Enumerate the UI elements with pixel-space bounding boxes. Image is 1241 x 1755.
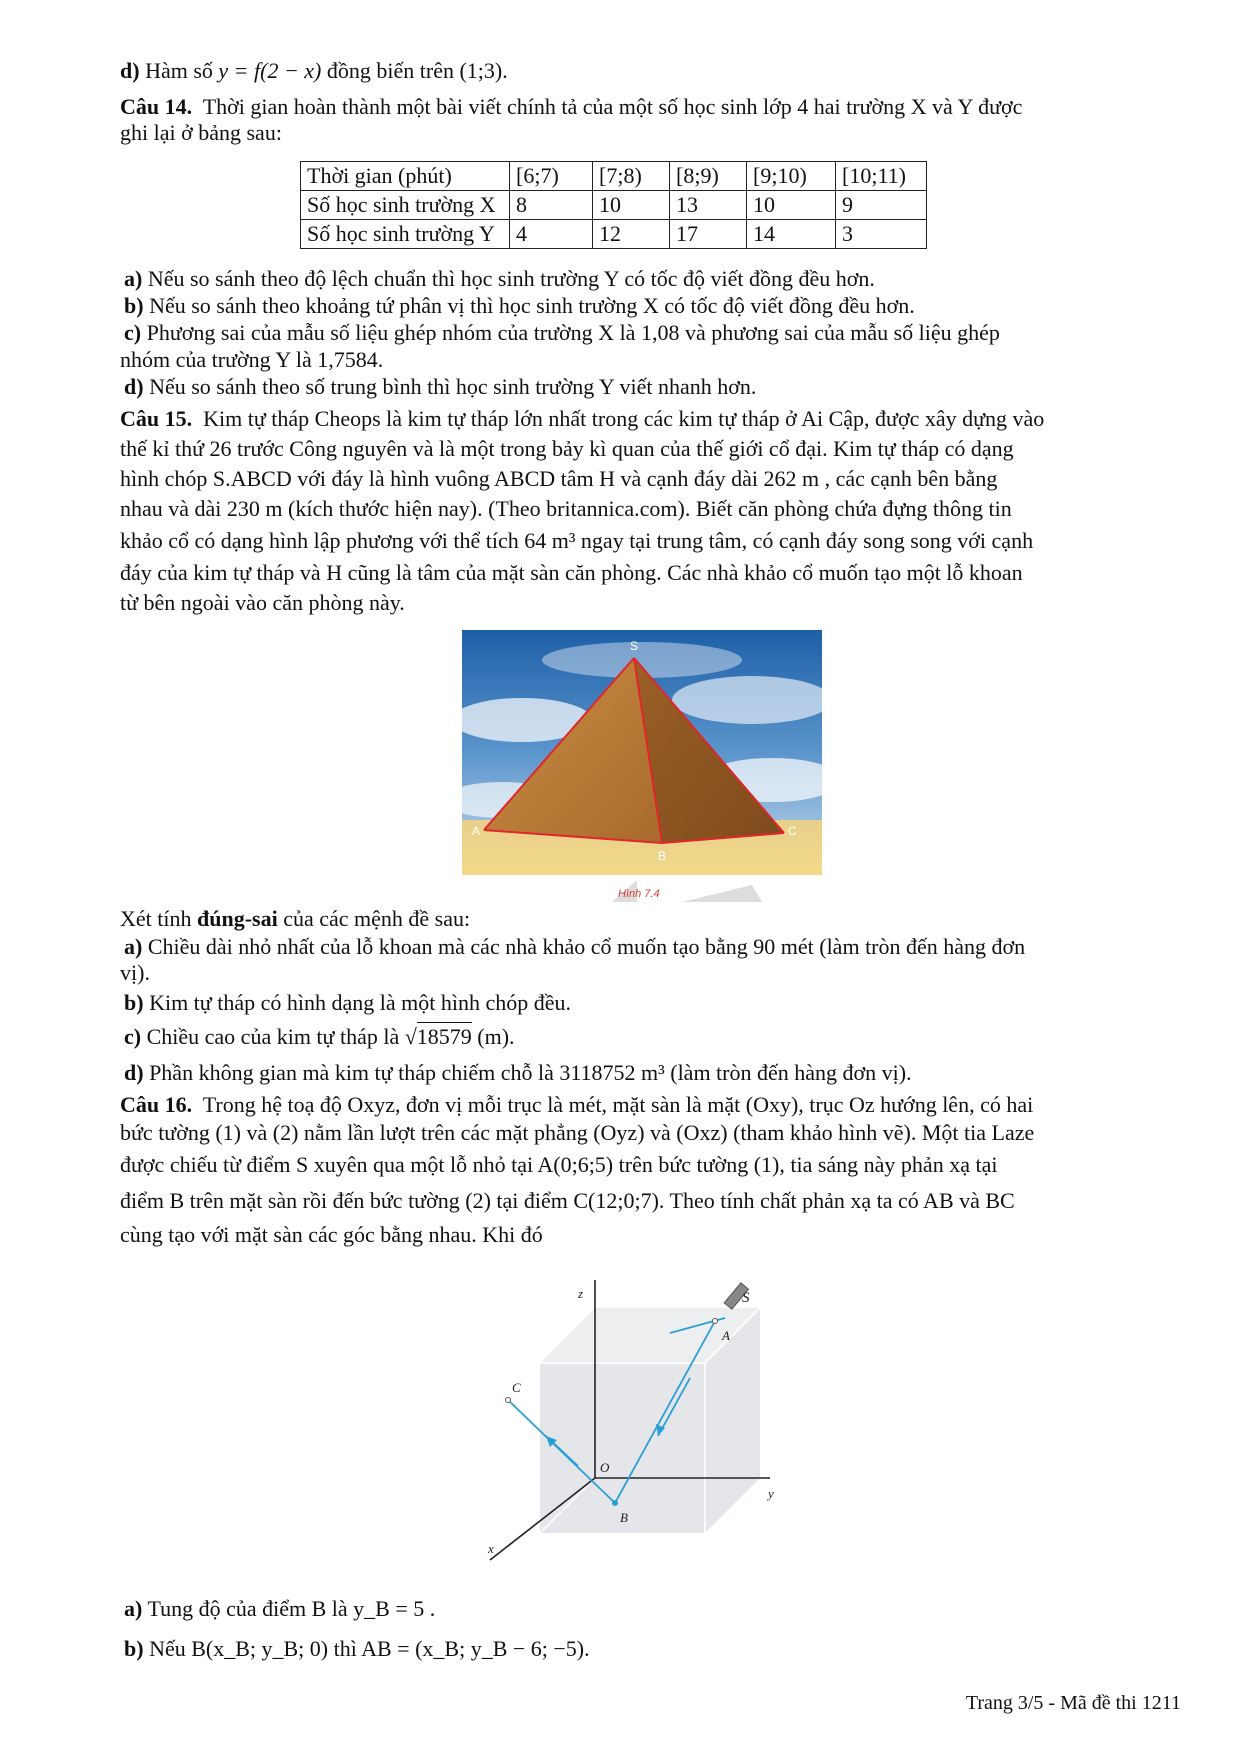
prompt-text: của các mệnh đề sau: (277, 906, 471, 931)
option-text: Phần không gian mà kim tự tháp chiếm chỗ là 3118752 m³ (làm tròn đến hàng đơn vị). (149, 1060, 912, 1085)
point-label-s: S (742, 1290, 750, 1306)
option-text: Nếu so sánh theo số trung bình thì học sinh trường Y viết nhanh hơn. (149, 374, 757, 399)
table-cell: Số học sinh trường Y (301, 220, 510, 249)
table-header-cell: [7;8) (593, 162, 670, 191)
prompt-bold: đúng-sai (197, 906, 278, 931)
q14-option-b: b) Nếu so sánh theo khoảng tứ phân vị thì học sinh trường X có tốc độ viết đồng đều hơn. (124, 293, 915, 318)
option-text: Kim tự tháp có hình dạng là một hình chóp đều. (149, 990, 571, 1015)
q16-option-b: b) Nếu B(x_B; y_B; 0) thì AB = (x_B; y_B − 6; −5). (124, 1636, 590, 1661)
point-label-c: C (788, 824, 797, 838)
table-header-row (301, 162, 927, 191)
q15-option-b: b) Kim tự tháp có hình dạng là một hình chóp đều. (124, 990, 571, 1015)
q14-stem-2: ghi lại ở bảng sau: (120, 120, 282, 145)
table-header-cell: Thời gian (phút) (301, 162, 510, 191)
point-label-c: C (512, 1380, 521, 1395)
table-header-cell: [8;9) (670, 162, 747, 191)
q16-p1 (120, 1092, 1033, 1118)
q16-p4: điểm B trên mặt sàn rồi đến bức tường (2) tại điểm C(12;0;7). Theo tính chất phản xạ ta có AB và BC (120, 1188, 1015, 1213)
q15-option-a-cont: vị). (120, 960, 150, 985)
point-label-b: B (620, 1510, 628, 1525)
table-row (301, 191, 927, 220)
q14-option-c: c) Phương sai của mẫu số liệu ghép nhóm của trường X là 1,08 và phương sai của mẫu số liệu ghép (124, 320, 1000, 345)
table-cell: 12 (593, 220, 670, 249)
axis-label-z: z (578, 1286, 584, 1301)
q14-stem-text: Thời gian hoàn thành một bài viết chính tả của một số học sinh lớp 4 hai trường X và Y được (202, 94, 1023, 119)
q15-option-d: d) Phần không gian mà kim tự tháp chiếm chỗ là 3118752 m³ (làm tròn đến hàng đơn vị). (124, 1060, 912, 1085)
q15-p5: khảo cổ có dạng hình lập phương với thể tích 64 m³ ngay tại trung tâm, có cạnh đáy song song với cạnh (120, 528, 1034, 553)
point-label-s: S (630, 639, 639, 653)
option-label: d) (120, 58, 140, 83)
table-cell: 3 (836, 220, 927, 249)
axis-label-x: x (488, 1541, 494, 1556)
q15-p4: nhau và dài 230 m (kích thước hiện nay). (Theo britannica.com). Biết căn phòng chứa đựng thông tin (120, 496, 1012, 521)
q16-option-a: a) Tung độ của điểm B là y_B = 5 . (124, 1596, 436, 1621)
option-text: Nếu so sánh theo độ lệch chuẩn thì học sinh trường Y có tốc độ viết đồng đều hơn. (147, 266, 875, 291)
point-label-b: B (658, 849, 667, 863)
q15-p3: hình chóp S.ABCD với đáy là hình vuông ABCD tâm H và cạnh đáy dài 262 m , các cạnh bên bằng (120, 466, 998, 491)
option-text: Tung độ của điểm B là y_B = 5 . (147, 1596, 436, 1621)
option-text: Phương sai của mẫu số liệu ghép nhóm của trường X là 1,08 và phương sai của mẫu số liệu ghép (146, 320, 1000, 345)
figure-caption: Hình 7.4 (618, 888, 660, 900)
q15-p7: từ bên ngoài vào căn phòng này. (120, 590, 405, 615)
option-text: Nếu so sánh theo khoảng tứ phân vị thì học sinh trường X có tốc độ viết đồng đều hơn. (149, 293, 915, 318)
table-row (301, 220, 927, 249)
point-b (612, 1500, 618, 1506)
prompt-text: Xét tính (120, 906, 197, 931)
q14-option-a: a) Nếu so sánh theo độ lệch chuẩn thì học sinh trường Y có tốc độ viết đồng đều hơn. (124, 266, 875, 291)
q13d-formula: y = f(2 − x) (218, 58, 322, 83)
table-cell: 10 (747, 191, 836, 220)
q16-p5: cùng tạo với mặt sàn các góc bằng nhau. Khi đó (120, 1222, 543, 1247)
q16-p2: bức tường (1) và (2) nằm lần lượt trên các mặt phẳng (Oyz) và (Oxz) (tham khảo hình vẽ). Một tia Laze (120, 1120, 1035, 1145)
q13d-text-2: đồng biến trên (326, 58, 454, 83)
q15-option-a: a) Chiều dài nhỏ nhất của lỗ khoan mà các nhà khảo cổ muốn tạo bằng 90 mét (làm tròn đến hàng đơn (124, 934, 1026, 959)
option-text: Chiều dài nhỏ nhất của lỗ khoan mà các nhà khảo cổ muốn tạo bằng 90 mét (làm tròn đến hàng đơn (147, 934, 1026, 959)
option-text: Nếu B(x_B; y_B; 0) thì AB = (x_B; y_B − 6; −5). (149, 1636, 590, 1661)
q16-text: Trong hệ toạ độ Oxyz, đơn vị mỗi trục là mét, mặt sàn là mặt (Oxy), trục Oz hướng lên, có hai (202, 1092, 1034, 1117)
table-cell: 8 (510, 191, 593, 220)
axis-label-y: y (768, 1486, 774, 1501)
q13d-interval: (1;3). (459, 58, 508, 83)
table-cell: 10 (593, 191, 670, 220)
q15-p6: đáy của kim tự tháp và H cũng là tâm của mặt sàn căn phòng. Các nhà khảo cổ muốn tạo một lỗ khoan (120, 560, 1023, 585)
table-cell: 9 (836, 191, 927, 220)
question-label: Câu 14. (120, 94, 193, 119)
q14-option-c-cont: nhóm của trường Y là 1,7584. (120, 347, 384, 372)
point-a (713, 1319, 718, 1324)
option-text: Chiều cao của kim tự tháp là (146, 1024, 405, 1049)
table-header-cell: [9;10) (747, 162, 836, 191)
q15-p2: thế kỉ thứ 26 trước Công nguyên và là một trong bảy kì quan của thế giới cổ đại. Kim tự tháp có dạng (120, 436, 1014, 461)
sqrt-value: 18579 (416, 1024, 472, 1049)
q15-prompt (120, 906, 470, 932)
origin-label: O (600, 1460, 610, 1475)
q15-p1 (120, 406, 1044, 432)
table-header-cell: [10;11) (836, 162, 927, 191)
q16-p3: được chiếu từ điểm S xuyên qua một lỗ nhỏ tại A(0;6;5) trên bức tường (1), tia sáng này phản xạ tại (120, 1152, 998, 1177)
q14-stem-1 (120, 94, 1022, 120)
table-cell: 14 (747, 220, 836, 249)
q14-option-d: d) Nếu so sánh theo số trung bình thì học sinh trường Y viết nhanh hơn. (124, 374, 757, 399)
table-cell: 13 (670, 191, 747, 220)
page-footer: Trang 3/5 - Mã đề thi 1211 (965, 1692, 1181, 1714)
q15-option-c: c) Chiều cao của kim tự tháp là √18579 (m). (124, 1024, 515, 1049)
point-label-a: A (722, 1328, 730, 1343)
point-c (506, 1398, 511, 1403)
time-table (300, 161, 927, 249)
q13d-text: Hàm số (145, 58, 213, 83)
question-label: Câu 15. (120, 406, 193, 431)
table-cell: 17 (670, 220, 747, 249)
table-cell: Số học sinh trường X (301, 191, 510, 220)
table-header-cell: [6;7) (510, 162, 593, 191)
pyramid-figure (462, 630, 822, 902)
q13d-line (120, 58, 508, 84)
coordinate-figure (470, 1268, 790, 1568)
option-text: (m). (471, 1024, 515, 1049)
point-label-a: A (472, 824, 481, 838)
question-label: Câu 16. (120, 1092, 193, 1117)
table-cell: 4 (510, 220, 593, 249)
q15-text: Kim tự tháp Cheops là kim tự tháp lớn nhất trong các kim tự tháp ở Ai Cập, được xây dựng vào (203, 406, 1045, 431)
